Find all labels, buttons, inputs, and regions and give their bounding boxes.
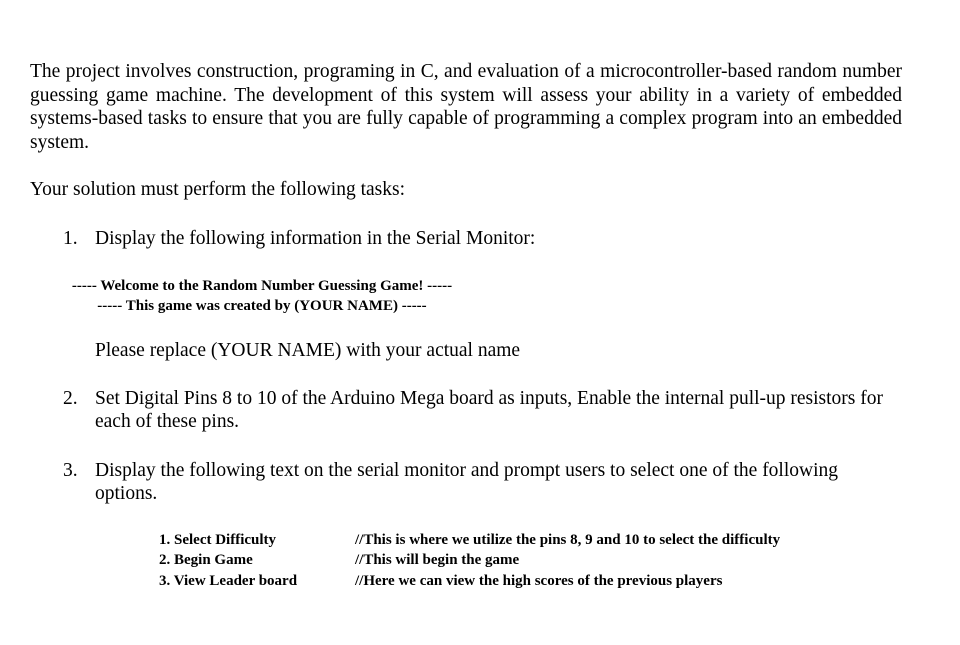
menu-option-comment: //This will begin the game <box>355 552 520 568</box>
menu-option-comment: //Here we can view the high scores of the previous players <box>355 572 723 589</box>
welcome-message <box>0 276 762 316</box>
intro-paragraph: The project involves construction, programing in C, and evaluation of a microcontroller-based random number guessing game machine. The development of this system will assess your ability in a variety of embedded systems-based tasks to ensure that you are fully capable of programming a complex program into an embedded system. <box>30 61 902 153</box>
document-page <box>30 60 902 591</box>
task-2-text: Set Digital Pins 8 to 10 of the Arduino Mega board as inputs, Enable the internal pull-up resistors for each of these pins. <box>95 387 883 432</box>
welcome-line-2: ----- This game was created by (YOUR NAME) ----- <box>97 298 427 314</box>
task-3-number: 3. <box>63 459 78 481</box>
menu-option-label: 2. Begin Game <box>159 552 253 568</box>
task-2 <box>30 387 902 434</box>
menu-row <box>159 571 902 592</box>
task-1 <box>30 227 902 251</box>
menu-option-label: 3. View Leader board <box>159 572 298 589</box>
task-3-text: Display the following text on the serial monitor and prompt users to select one of the following options. <box>95 459 839 504</box>
menu-row <box>159 550 902 571</box>
task-3 <box>30 459 902 506</box>
options-menu <box>159 530 902 592</box>
menu-option-comment: //This is where we utilize the pins 8, 9 and 10 to select the difficulty <box>355 531 781 548</box>
tasks-heading: Your solution must perform the following tasks: <box>30 179 406 200</box>
welcome-line-1: ----- Welcome to the Random Number Guessing Game! ----- <box>71 278 453 294</box>
menu-row <box>159 530 902 551</box>
replace-name-note: Please replace (YOUR NAME) with your actual name <box>95 340 521 361</box>
task-1-text: Display the following information in the Serial Monitor: <box>95 227 536 249</box>
menu-option-label: 1. Select Difficulty <box>159 531 277 548</box>
task-2-number: 2. <box>63 387 78 409</box>
task-1-number: 1. <box>63 227 78 249</box>
